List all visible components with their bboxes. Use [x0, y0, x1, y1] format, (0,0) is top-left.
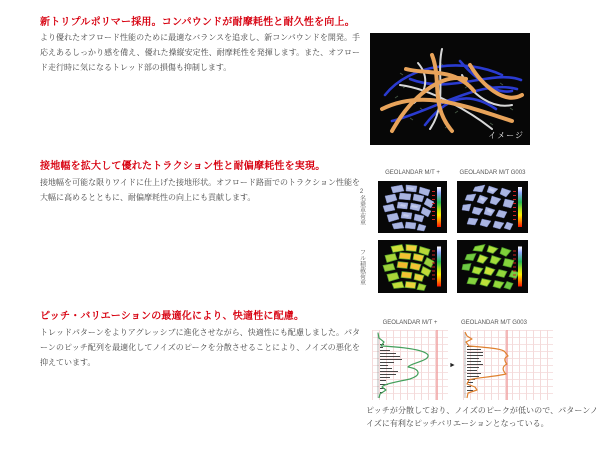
footprint-old-full-panel: [378, 240, 447, 293]
noise-chart-new-plot: [463, 330, 553, 400]
footprint-new-2pax-image: [457, 181, 528, 233]
footprint-new-full-panel: [457, 240, 528, 293]
noise-chart-old-plot: [372, 330, 448, 400]
contact-col-header-old: GEOLANDAR M/T +: [385, 170, 440, 176]
polymer-image-caption: イメージ: [488, 131, 524, 140]
contact-col-header-new: GEOLANDAR M/T G003: [459, 170, 526, 176]
section-polymer-heading: 新トリプルポリマー採用。コンパウンドが耐摩耗性と耐久性を向上。: [40, 17, 355, 28]
noise-chart-title-old: GEOLANDAR M/T +: [382, 320, 438, 326]
polymer-strands-illustration: [370, 33, 530, 145]
contact-row-label-top: 2名乗車荷重: [358, 189, 365, 225]
noise-chart-title-new: GEOLANDAR M/T G003: [461, 320, 527, 326]
section-contact-body: 接地幅を可能な限りワイドに仕上げた接地形状。オフロード路面でのトラクション性能を大幅に高めるとともに、耐偏摩耗性の向上にも貢献します。: [40, 178, 360, 202]
polymer-image-panel: [370, 33, 530, 145]
footprint-new-full-image: [457, 240, 528, 293]
section-contact-heading: 接地幅を拡大して優れたトラクション性と耐偏摩耗性を実現。: [40, 161, 326, 172]
noise-chart-new: [463, 330, 553, 400]
section-polymer-body: より優れたオフロード性能のために最適なバランスを追求し、新コンパウンドを開発。手応えあるしっかり感を備え、優れた操縦安定性、耐摩耗性を発揮します。また、オフロード走行時に気になるトレッド部の損傷も抑制します。: [40, 33, 360, 72]
footprint-old-full-image: [378, 240, 447, 293]
footprint-new-2pax-panel: [457, 181, 528, 233]
footprint-old-2pax-image: [378, 181, 447, 233]
noise-chart-caption: ピッチが分散しており、ノイズのピークが低いので、パターンノイズに有利なピッチバリエーションとなっている。: [366, 406, 598, 428]
section-pitch-body: トレッドパターンをよりアグレッシブに進化させながら、快適性にも配慮しました。パターンのピッチ配列を最適化してノイズのピークを分散させることにより、ノイズの悪化を抑えています。: [40, 328, 360, 367]
noise-chart-old: [372, 330, 448, 400]
arrow-right-icon: ►: [449, 362, 456, 369]
footprint-old-2pax-panel: [378, 181, 447, 233]
section-pitch-heading: ピッチ・バリエーションの最適化により、快適性に配慮。: [40, 311, 305, 322]
contact-row-label-bottom: フル積載荷重: [358, 248, 365, 285]
